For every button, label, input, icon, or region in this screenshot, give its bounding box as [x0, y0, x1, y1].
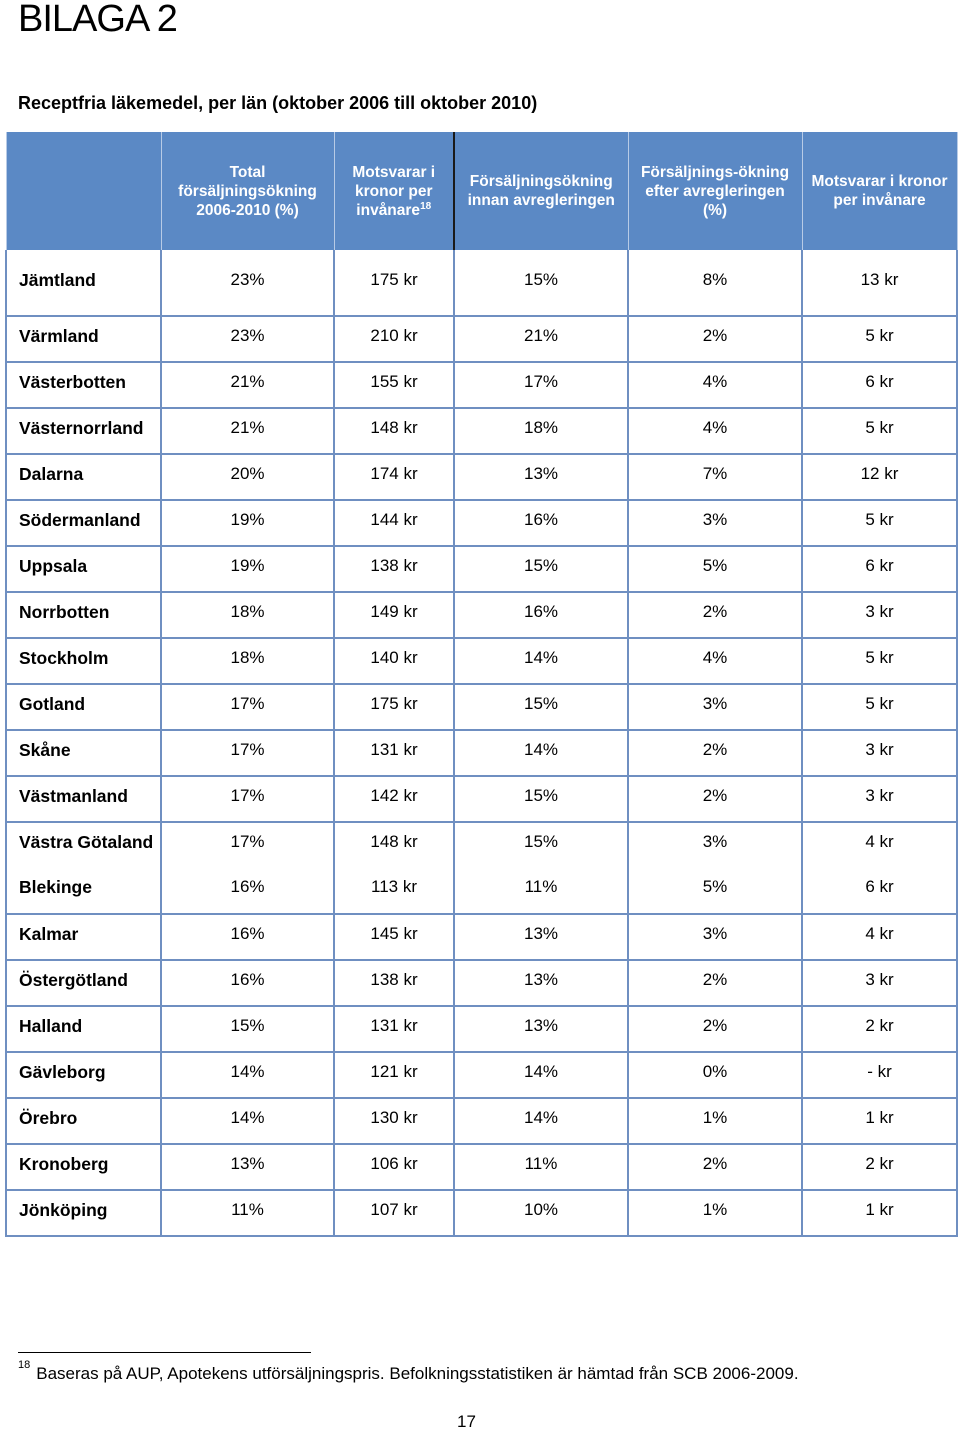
- cell-total-increase: 17%: [161, 776, 334, 822]
- cell-increase-before: 11%: [454, 868, 628, 914]
- cell-kr-per-capita-after: 6 kr: [802, 868, 957, 914]
- cell-kr-per-capita-after: 1 kr: [802, 1098, 957, 1144]
- header-kr-per-capita-after: Motsvarar i kronor per invånare: [802, 132, 957, 250]
- cell-total-increase: 16%: [161, 914, 334, 960]
- cell-total-increase: 15%: [161, 1006, 334, 1052]
- cell-kr-per-capita: 142 kr: [334, 776, 454, 822]
- cell-increase-before: 10%: [454, 1190, 628, 1236]
- cell-increase-after: 4%: [628, 362, 802, 408]
- table-row: [6, 960, 957, 1006]
- cell-kr-per-capita: 130 kr: [334, 1098, 454, 1144]
- table-row: [6, 500, 957, 546]
- table-row: [6, 868, 957, 914]
- header-kr-per-capita: [334, 132, 454, 250]
- cell-lan: Örebro: [6, 1098, 161, 1144]
- table-row: [6, 914, 957, 960]
- cell-kr-per-capita: 144 kr: [334, 500, 454, 546]
- cell-increase-before: 17%: [454, 362, 628, 408]
- cell-increase-before: 13%: [454, 914, 628, 960]
- cell-lan: Södermanland: [6, 500, 161, 546]
- cell-kr-per-capita: 138 kr: [334, 960, 454, 1006]
- cell-lan: Västernorrland: [6, 408, 161, 454]
- cell-total-increase: 18%: [161, 592, 334, 638]
- cell-lan: Kronoberg: [6, 1144, 161, 1190]
- cell-increase-before: 14%: [454, 1098, 628, 1144]
- cell-kr-per-capita-after: 2 kr: [802, 1006, 957, 1052]
- table-row: [6, 408, 957, 454]
- cell-kr-per-capita-after: 3 kr: [802, 730, 957, 776]
- cell-kr-per-capita-after: 12 kr: [802, 454, 957, 500]
- cell-kr-per-capita-after: 3 kr: [802, 776, 957, 822]
- page-number: 17: [457, 1412, 476, 1431]
- cell-lan: Värmland: [6, 316, 161, 362]
- table-row: [6, 730, 957, 776]
- cell-increase-after: 2%: [628, 316, 802, 362]
- table-row: [6, 592, 957, 638]
- cell-increase-after: 2%: [628, 960, 802, 1006]
- table-row: [6, 822, 957, 868]
- header-footnote-ref: 18: [420, 200, 432, 212]
- cell-lan: Västerbotten: [6, 362, 161, 408]
- cell-kr-per-capita: 210 kr: [334, 316, 454, 362]
- cell-increase-after: 5%: [628, 546, 802, 592]
- cell-increase-before: 14%: [454, 638, 628, 684]
- cell-kr-per-capita-after: 4 kr: [802, 914, 957, 960]
- header-kr-per-capita-label: Motsvarar i kronor per invånare: [352, 163, 436, 219]
- cell-increase-after: 4%: [628, 408, 802, 454]
- table-header-row: [6, 132, 957, 250]
- header-lan: [6, 132, 161, 250]
- cell-total-increase: 14%: [161, 1052, 334, 1098]
- cell-increase-before: 13%: [454, 454, 628, 500]
- cell-increase-after: 5%: [628, 868, 802, 914]
- cell-lan: Gävleborg: [6, 1052, 161, 1098]
- cell-increase-before: 15%: [454, 822, 628, 868]
- cell-increase-before: 15%: [454, 546, 628, 592]
- table-row: [6, 1052, 957, 1098]
- cell-increase-before: 13%: [454, 960, 628, 1006]
- cell-kr-per-capita: 174 kr: [334, 454, 454, 500]
- cell-increase-before: 18%: [454, 408, 628, 454]
- cell-kr-per-capita: 121 kr: [334, 1052, 454, 1098]
- cell-kr-per-capita: 138 kr: [334, 546, 454, 592]
- cell-kr-per-capita-after: 5 kr: [802, 638, 957, 684]
- cell-kr-per-capita: 145 kr: [334, 914, 454, 960]
- cell-total-increase: 23%: [161, 316, 334, 362]
- header-increase-after: Försäljnings-ökning efter avregleringen (%): [628, 132, 802, 250]
- cell-increase-after: 1%: [628, 1190, 802, 1236]
- cell-total-increase: 17%: [161, 730, 334, 776]
- cell-kr-per-capita: 175 kr: [334, 684, 454, 730]
- footnote-text: Baseras på AUP, Apotekens utförsäljningspris. Befolkningsstatistiken är hämtad från SCB 2006-2009.: [36, 1364, 799, 1383]
- cell-kr-per-capita: 131 kr: [334, 730, 454, 776]
- cell-total-increase: 19%: [161, 500, 334, 546]
- cell-increase-after: 3%: [628, 914, 802, 960]
- cell-lan: Kalmar: [6, 914, 161, 960]
- cell-kr-per-capita: 107 kr: [334, 1190, 454, 1236]
- cell-increase-after: 7%: [628, 454, 802, 500]
- cell-increase-after: 8%: [628, 250, 802, 316]
- cell-increase-after: 2%: [628, 1006, 802, 1052]
- cell-total-increase: 18%: [161, 638, 334, 684]
- cell-total-increase: 16%: [161, 868, 334, 914]
- table-row: [6, 316, 957, 362]
- cell-total-increase: 13%: [161, 1144, 334, 1190]
- cell-kr-per-capita-after: 1 kr: [802, 1190, 957, 1236]
- footnote-number: 18: [18, 1359, 31, 1372]
- cell-lan: Jämtland: [6, 250, 161, 316]
- cell-increase-after: 3%: [628, 684, 802, 730]
- cell-lan: Gotland: [6, 684, 161, 730]
- cell-increase-after: 2%: [628, 1144, 802, 1190]
- cell-total-increase: 20%: [161, 454, 334, 500]
- cell-total-increase: 21%: [161, 362, 334, 408]
- cell-increase-after: 2%: [628, 730, 802, 776]
- table-row: [6, 1190, 957, 1236]
- cell-lan: Blekinge: [6, 868, 161, 914]
- cell-kr-per-capita: 140 kr: [334, 638, 454, 684]
- footnote-rule: [18, 1352, 311, 1353]
- table-row: [6, 638, 957, 684]
- cell-total-increase: 17%: [161, 684, 334, 730]
- cell-kr-per-capita: 175 kr: [334, 250, 454, 316]
- cell-kr-per-capita-after: 5 kr: [802, 316, 957, 362]
- sales-table: [5, 132, 958, 1237]
- document-heading: BILAGA 2: [18, 0, 177, 40]
- cell-kr-per-capita: 148 kr: [334, 408, 454, 454]
- table-row: [6, 250, 957, 316]
- cell-kr-per-capita-after: 6 kr: [802, 362, 957, 408]
- cell-total-increase: 14%: [161, 1098, 334, 1144]
- table-row: [6, 1006, 957, 1052]
- table-body: [6, 250, 957, 1236]
- header-increase-before: Försäljningsökning innan avregleringen: [454, 132, 628, 250]
- cell-total-increase: 16%: [161, 960, 334, 1006]
- cell-kr-per-capita-after: 3 kr: [802, 960, 957, 1006]
- table-row: [6, 546, 957, 592]
- cell-increase-before: 15%: [454, 776, 628, 822]
- cell-kr-per-capita-after: 5 kr: [802, 684, 957, 730]
- cell-increase-after: 3%: [628, 500, 802, 546]
- cell-lan: Uppsala: [6, 546, 161, 592]
- cell-kr-per-capita-after: 5 kr: [802, 408, 957, 454]
- cell-increase-before: 15%: [454, 684, 628, 730]
- table-row: [6, 362, 957, 408]
- cell-increase-before: 21%: [454, 316, 628, 362]
- cell-lan: Jönköping: [6, 1190, 161, 1236]
- cell-kr-per-capita-after: 3 kr: [802, 592, 957, 638]
- cell-total-increase: 11%: [161, 1190, 334, 1236]
- cell-increase-before: 16%: [454, 500, 628, 546]
- cell-increase-before: 16%: [454, 592, 628, 638]
- cell-lan: Östergötland: [6, 960, 161, 1006]
- header-total-increase: Total försäljningsökning 2006-2010 (%): [161, 132, 334, 250]
- table-caption: Receptfria läkemedel, per län (oktober 2006 till oktober 2010): [18, 93, 538, 113]
- footnote: [18, 1359, 799, 1384]
- cell-increase-after: 3%: [628, 822, 802, 868]
- cell-lan: Norrbotten: [6, 592, 161, 638]
- cell-kr-per-capita-after: - kr: [802, 1052, 957, 1098]
- cell-increase-after: 4%: [628, 638, 802, 684]
- cell-increase-before: 15%: [454, 250, 628, 316]
- cell-lan: Halland: [6, 1006, 161, 1052]
- cell-kr-per-capita: 113 kr: [334, 868, 454, 914]
- cell-lan: Västra Götaland: [6, 822, 161, 868]
- cell-kr-per-capita: 155 kr: [334, 362, 454, 408]
- cell-lan: Västmanland: [6, 776, 161, 822]
- cell-total-increase: 21%: [161, 408, 334, 454]
- table-row: [6, 776, 957, 822]
- cell-kr-per-capita-after: 5 kr: [802, 500, 957, 546]
- cell-total-increase: 19%: [161, 546, 334, 592]
- cell-increase-before: 11%: [454, 1144, 628, 1190]
- cell-increase-after: 0%: [628, 1052, 802, 1098]
- cell-kr-per-capita-after: 2 kr: [802, 1144, 957, 1190]
- cell-kr-per-capita: 106 kr: [334, 1144, 454, 1190]
- cell-increase-after: 1%: [628, 1098, 802, 1144]
- cell-lan: Skåne: [6, 730, 161, 776]
- cell-total-increase: 23%: [161, 250, 334, 316]
- cell-kr-per-capita: 149 kr: [334, 592, 454, 638]
- table-row: [6, 1098, 957, 1144]
- cell-increase-before: 14%: [454, 730, 628, 776]
- cell-kr-per-capita-after: 13 kr: [802, 250, 957, 316]
- cell-increase-before: 13%: [454, 1006, 628, 1052]
- cell-total-increase: 17%: [161, 822, 334, 868]
- cell-kr-per-capita-after: 4 kr: [802, 822, 957, 868]
- cell-kr-per-capita-after: 6 kr: [802, 546, 957, 592]
- cell-kr-per-capita: 148 kr: [334, 822, 454, 868]
- table-row: [6, 684, 957, 730]
- table-row: [6, 454, 957, 500]
- cell-increase-after: 2%: [628, 592, 802, 638]
- table-row: [6, 1144, 957, 1190]
- cell-increase-after: 2%: [628, 776, 802, 822]
- cell-lan: Stockholm: [6, 638, 161, 684]
- cell-kr-per-capita: 131 kr: [334, 1006, 454, 1052]
- cell-increase-before: 14%: [454, 1052, 628, 1098]
- cell-lan: Dalarna: [6, 454, 161, 500]
